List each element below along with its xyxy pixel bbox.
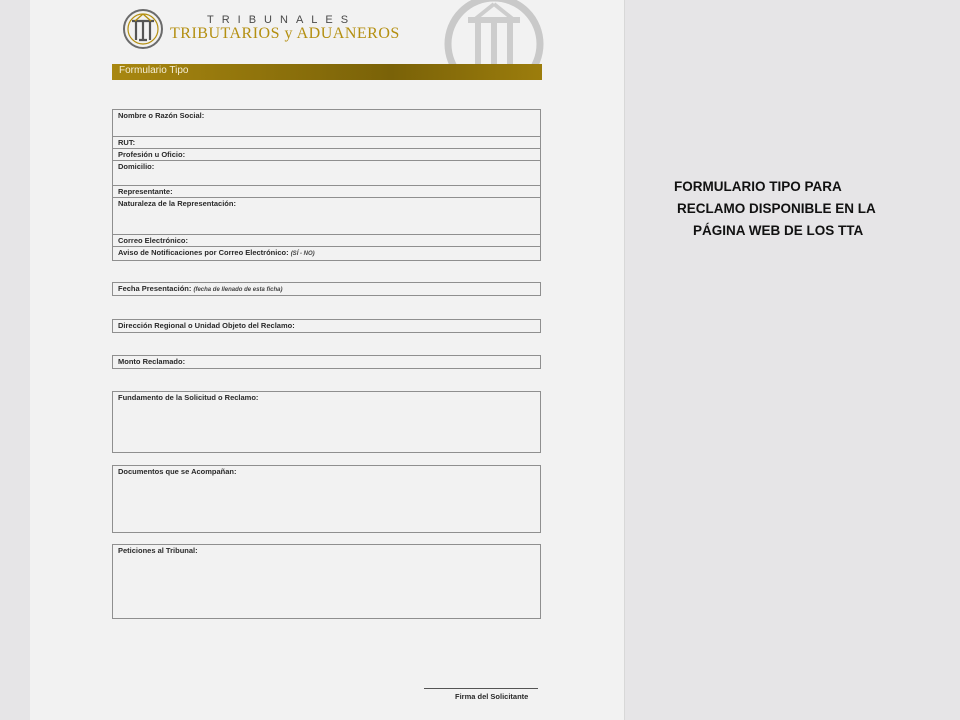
- field-label: Naturaleza de la Representación:: [118, 199, 236, 208]
- field-label: [118, 248, 315, 257]
- form-row: [113, 198, 540, 235]
- peticiones-box: [112, 544, 541, 619]
- slide-caption: [660, 176, 920, 242]
- fecha-label: Fecha Presentación:: [118, 284, 192, 293]
- notification-label: Aviso de Notificaciones por Correo Electrónico:: [118, 248, 289, 257]
- field-label: Nombre o Razón Social:: [118, 111, 205, 120]
- form-page: [30, 0, 625, 720]
- form-row: [113, 247, 540, 259]
- caption-line: FORMULARIO TIPO PARA: [674, 179, 842, 194]
- form-row: [113, 161, 540, 186]
- field-label: Representante:: [118, 187, 173, 196]
- org-name-line2: TRIBUTARIOS y ADUANEROS: [170, 25, 400, 42]
- field-label: RUT:: [118, 138, 136, 147]
- fecha-box: [112, 282, 541, 296]
- caption-line: RECLAMO DISPONIBLE EN LA: [677, 201, 876, 216]
- direccion-box: [112, 319, 541, 333]
- form-title-band: [112, 64, 542, 80]
- monto-box: [112, 355, 541, 369]
- org-name-line1: TRIBUNALES: [207, 14, 357, 26]
- form-row: [113, 186, 540, 198]
- field-note: (SÍ - NO): [290, 251, 315, 257]
- form-row: [113, 110, 540, 137]
- tta-logo-icon: [122, 8, 164, 50]
- form-title: Formulario Tipo: [119, 65, 189, 76]
- documentos-box: [112, 465, 541, 533]
- slide-left-margin: [0, 0, 30, 720]
- field-note: (fecha de llenado de esta ficha): [193, 287, 283, 293]
- signature-label: Firma del Solicitante: [455, 692, 529, 701]
- field-label: Peticiones al Tribunal:: [118, 546, 198, 555]
- caption-line: PÁGINA WEB DE LOS TTA: [693, 223, 864, 238]
- signature-line: [424, 688, 538, 689]
- form-row: [113, 137, 540, 149]
- field-label: Dirección Regional o Unidad Objeto del Reclamo:: [118, 321, 295, 330]
- form-row: [113, 149, 540, 161]
- field-label: Fundamento de la Solicitud o Reclamo:: [118, 393, 259, 402]
- field-label: Domicilio:: [118, 162, 155, 171]
- fundamento-box: [112, 391, 541, 453]
- applicant-data-box: [112, 109, 541, 261]
- field-label: Profesión u Oficio:: [118, 150, 186, 159]
- field-label: Documentos que se Acompañan:: [118, 467, 237, 476]
- logo-watermark-icon: [444, 0, 544, 66]
- form-row: [113, 235, 540, 247]
- field-label: Monto Reclamado:: [118, 357, 186, 366]
- field-label: Correo Electrónico:: [118, 236, 189, 245]
- field-label: [118, 284, 282, 293]
